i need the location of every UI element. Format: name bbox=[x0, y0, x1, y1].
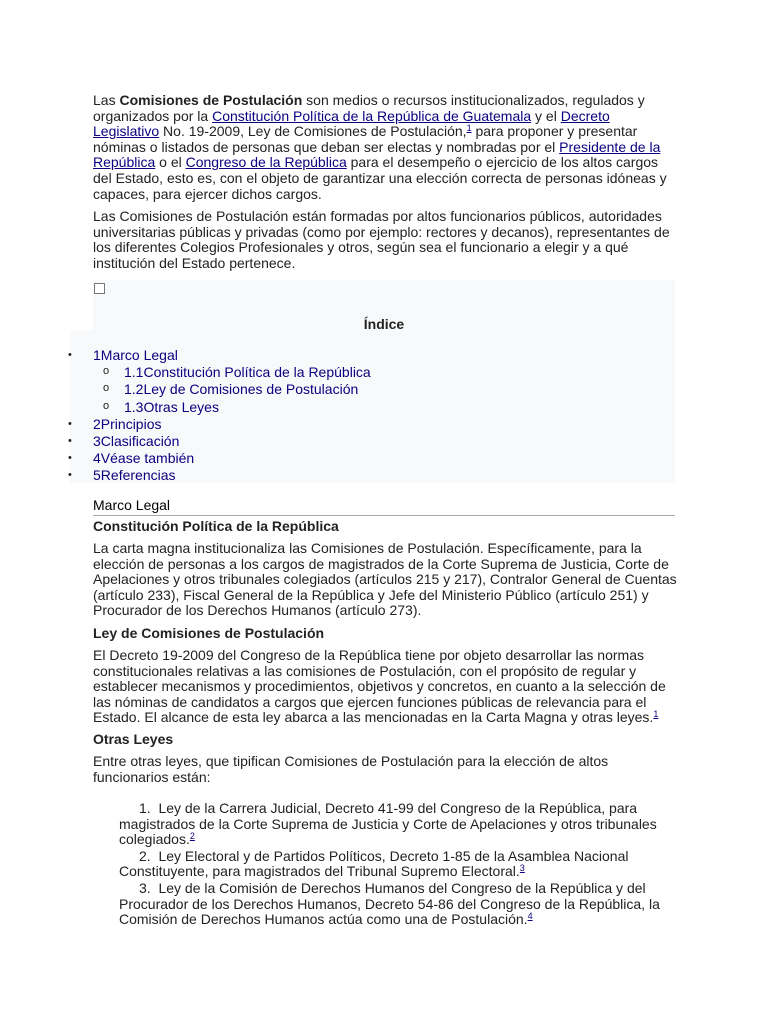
toc-item-number: 3 bbox=[93, 432, 101, 449]
section-body bbox=[93, 648, 678, 726]
ref-link-3[interactable]: 3 bbox=[519, 862, 525, 873]
link-decreto-legislativo[interactable]: Decreto Legislativo bbox=[93, 107, 610, 140]
section-body: La carta magna institucionaliza las Comisiones de Postulación. Específicamente, para la elección de personas a los cargos de magistrados de la Corte Suprema de Justicia, Corte de Apelaciones y otros tribunales colegiados (artículos 215 y 217), Contralor General de Cuentas (artículo 233), Fiscal General de la República y Jefe del Ministerio Público (artículo 251) y Procurador de los Derechos Humanos (artículo 273). bbox=[93, 540, 677, 619]
list-item-content bbox=[97, 849, 678, 880]
list-item-number: 1. bbox=[139, 800, 151, 816]
toc-item-number: 1.3 bbox=[124, 398, 144, 415]
toc-item-link[interactable]: Referencias bbox=[100, 467, 176, 484]
otras-leyes-list bbox=[93, 801, 678, 929]
toc-item[interactable] bbox=[70, 347, 371, 364]
link-congreso[interactable]: Congreso de la República bbox=[185, 154, 347, 171]
intro-bold-term: Comisiones de Postulación bbox=[119, 92, 303, 108]
section-ley-comisiones bbox=[93, 625, 678, 726]
toc-item-number: 1 bbox=[93, 347, 101, 363]
ref-link-4[interactable]: 4 bbox=[527, 910, 533, 921]
toc-item-link[interactable]: Clasificación bbox=[100, 432, 180, 449]
list-item-text: Ley de la Comisión de Derechos Humanos del Congreso de la República y del Procurador de los Derechos Humanos, Decreto 54-86 del Congreso de la República, la Comisión de Derechos Humanos actúa como una de Postulación. bbox=[119, 879, 660, 928]
toc-item-link[interactable]: Principios bbox=[100, 415, 162, 432]
toc-toggle-checkbox[interactable] bbox=[94, 283, 105, 294]
list-item-content bbox=[97, 881, 678, 928]
toc-item-link[interactable]: Marco Legal bbox=[100, 347, 178, 363]
toc-item[interactable] bbox=[70, 450, 371, 467]
ref-sup bbox=[190, 829, 195, 842]
intro-text: Las bbox=[93, 92, 120, 108]
list-item bbox=[93, 801, 678, 848]
toc-item-link[interactable]: Otras Leyes bbox=[143, 398, 219, 415]
list-item-number: 3. bbox=[139, 879, 151, 896]
toc-item[interactable] bbox=[70, 399, 371, 416]
toc-item-number: 1.1 bbox=[124, 364, 144, 381]
list-item-text: Ley de la Carrera Judicial, Decreto 41-99 del Congreso de la República, para magistrados de la Corte Suprema de Justicia y Corte de Apelaciones y otros tribunales colegiados. bbox=[119, 800, 657, 848]
intro-text: o el bbox=[155, 154, 186, 171]
list-item bbox=[93, 849, 678, 880]
toc-item-number: 4 bbox=[93, 450, 101, 467]
intro-text: y el bbox=[531, 107, 561, 124]
toc-item[interactable] bbox=[70, 381, 371, 398]
toc-item-number: 2 bbox=[93, 415, 101, 432]
toc-item-link[interactable]: Ley de Comisiones de Postulación bbox=[143, 381, 359, 398]
list-item bbox=[93, 881, 678, 928]
subsection-heading: Constitución Política de la República bbox=[93, 518, 339, 534]
toc-item-number: 1.2 bbox=[124, 381, 144, 398]
subsection-heading: Ley de Comisiones de Postulación bbox=[93, 625, 325, 641]
toc-item[interactable] bbox=[70, 364, 371, 381]
intro-text: son medios o recursos institucionalizados, regulados y organizados por la bbox=[93, 92, 645, 124]
section-body: Entre otras leyes, que tipifican Comisiones de Postulación para la elección de altos funcionarios están: bbox=[93, 753, 609, 785]
table-of-contents bbox=[70, 280, 675, 483]
ref-link-1[interactable]: 1 bbox=[653, 708, 659, 719]
ref-sup bbox=[653, 707, 658, 720]
list-item-text: Ley Electoral y de Partidos Políticos, Decreto 1-85 de la Asamblea Nacional Constituyente, para magistrados del Tribunal Supremo Electoral. bbox=[119, 847, 629, 880]
ref-sup bbox=[528, 909, 533, 922]
toc-list bbox=[70, 347, 371, 485]
toc-item-link[interactable]: Constitución Política de la República bbox=[143, 364, 371, 381]
subsection-heading: Otras Leyes bbox=[93, 731, 174, 747]
intro-text: para el desempeño o ejercicio de los altos cargos del Estado, esto es, con el objeto de garantizar una elección correcta de personas idóneas y capaces, para ejercer dichos cargos. bbox=[93, 154, 667, 202]
intro-paragraph-1 bbox=[93, 93, 678, 202]
section-heading-marco-legal: Marco Legal bbox=[93, 497, 675, 516]
toc-strip bbox=[70, 280, 93, 330]
intro-paragraph-2: Las Comisiones de Postulación están formadas por altos funcionarios públicos, autoridades universitarias públicas y privadas (como por ejemplo: rectores y decanos), representantes de los diferentes Colegios Profesionales y otros, según sea el funcionario a elegir y a qué institución del Estado pertenece. bbox=[93, 208, 670, 271]
section-body-text: El Decreto 19-2009 del Congreso de la República tiene por objeto desarrollar las normas constitucionales relativas a las comisiones de Postulación, con el propósito de regular y establecer mecanismos y procedimientos, objetivos y concretos, en cuanto a la selección de las nóminas de candidatos a cargos que ejercen funciones públicas de relevancia para el Estado. El alcance de esta ley abarca a las mencionadas en la Carta Magna y otras leyes. bbox=[93, 647, 666, 726]
section-constitucion bbox=[93, 518, 678, 619]
toc-item-link[interactable]: Véase también bbox=[100, 450, 195, 467]
intro-text: para proponer y presentar nóminas o listados de personas que deban ser electas y nombradas por el bbox=[93, 123, 638, 155]
section-otras-leyes bbox=[93, 731, 678, 785]
intro-section bbox=[93, 93, 678, 281]
intro-text: No. 19-2009, Ley de Comisiones de Postulación, bbox=[159, 123, 467, 140]
toc-title: Índice bbox=[363, 316, 405, 332]
toc-item[interactable] bbox=[70, 467, 371, 484]
ref-sup bbox=[520, 861, 525, 874]
toc-item[interactable] bbox=[70, 416, 371, 433]
toc-item-number: 5 bbox=[93, 467, 101, 484]
link-constitucion[interactable]: Constitución Política de la República de Guatemala bbox=[212, 107, 532, 124]
toc-item[interactable] bbox=[70, 433, 371, 450]
ref-link-1[interactable]: 1 bbox=[466, 122, 472, 133]
ref-link-2[interactable]: 2 bbox=[189, 830, 195, 841]
link-presidente[interactable]: Presidente de la República bbox=[93, 138, 661, 171]
list-item-content bbox=[97, 801, 678, 848]
list-item-number: 2. bbox=[139, 847, 151, 864]
